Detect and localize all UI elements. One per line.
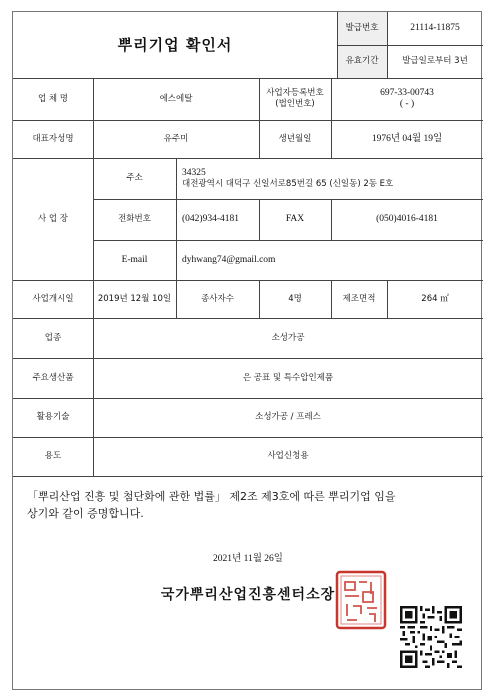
purpose-value: 사업신청용 [267,451,309,461]
area-label: 제조면적 [342,293,376,304]
email-value: dyhwang74@gmail.com [182,254,276,265]
company-name-label: 업 체 명 [37,93,69,104]
business-start-value: 2019년 12월 10일 [97,293,172,304]
address-value [176,158,483,199]
workplace-label: 사 업 장 [37,213,69,224]
products-value: 은 공표 및 특수압인제품 [242,372,334,383]
products-label: 주요생산품 [32,372,74,383]
statement-line1: 「뿌리산업 진흥 및 첨단화에 관한 법률」 제2조 제3호에 따른 뿌리기업 임을 [27,490,396,503]
industry-value: 소성가공 [271,332,305,343]
fax-label: FAX [285,214,305,224]
registration-value-line1: 697-33-00743 [380,88,434,98]
registration-number-value [331,78,483,120]
birth-date-label: 생년월일 [278,133,312,144]
technology-label: 활용기술 [36,412,70,422]
area-value: 264 ㎡ [421,293,449,304]
validity-value: 발급일로부터 3년 [402,56,468,66]
purpose-label: 용도 [44,451,62,461]
birth-date-value: 1976년 04월 19일 [371,133,443,144]
official-seal-stamp [335,570,387,630]
issue-number-value: 21114-11875 [410,23,460,33]
technology-value: 소성가공 / 프레스 [255,412,321,422]
fax-value: (050)4016-4181 [376,214,438,224]
statement-line2: 상기와 같이 증명합니다. [27,507,144,520]
registration-value-line2: ( - ) [399,99,415,109]
issuer-name: 국가뿌리산업진흥센터소장 [160,587,336,603]
representative-label: 대표자성명 [32,133,74,144]
postal-code: 34325 [182,167,206,178]
registration-number-label [259,78,331,120]
certificate-page [12,11,482,690]
email-label: E-mail [121,254,148,265]
phone-label: 전화번호 [118,214,151,224]
street-address: 대전광역시 대덕구 신일서로85번길 65 (신일동) 2동 E호 [182,178,394,189]
industry-label: 업종 [44,332,62,343]
employees-label: 종사자수 [201,293,234,304]
issue-number-label: 발급번호 [345,23,379,33]
phone-value: (042)934-4181 [182,214,239,224]
certification-statement [27,488,467,522]
company-name-value: 에스에탈 [159,93,193,104]
issue-date: 2021년 11월 26일 [213,554,283,564]
registration-label-line2: (법인번호) [275,99,315,109]
registration-label-line1: 사업자등록번호 [266,88,324,98]
qr-code [400,606,462,668]
representative-value: 유주미 [163,133,189,144]
address-label: 주소 [126,173,143,183]
document-title: 뿌리기업 확인서 [117,35,233,54]
business-start-label: 사업개시일 [32,293,74,304]
validity-label: 유효기간 [345,56,379,66]
employees-value: 4명 [288,293,302,304]
